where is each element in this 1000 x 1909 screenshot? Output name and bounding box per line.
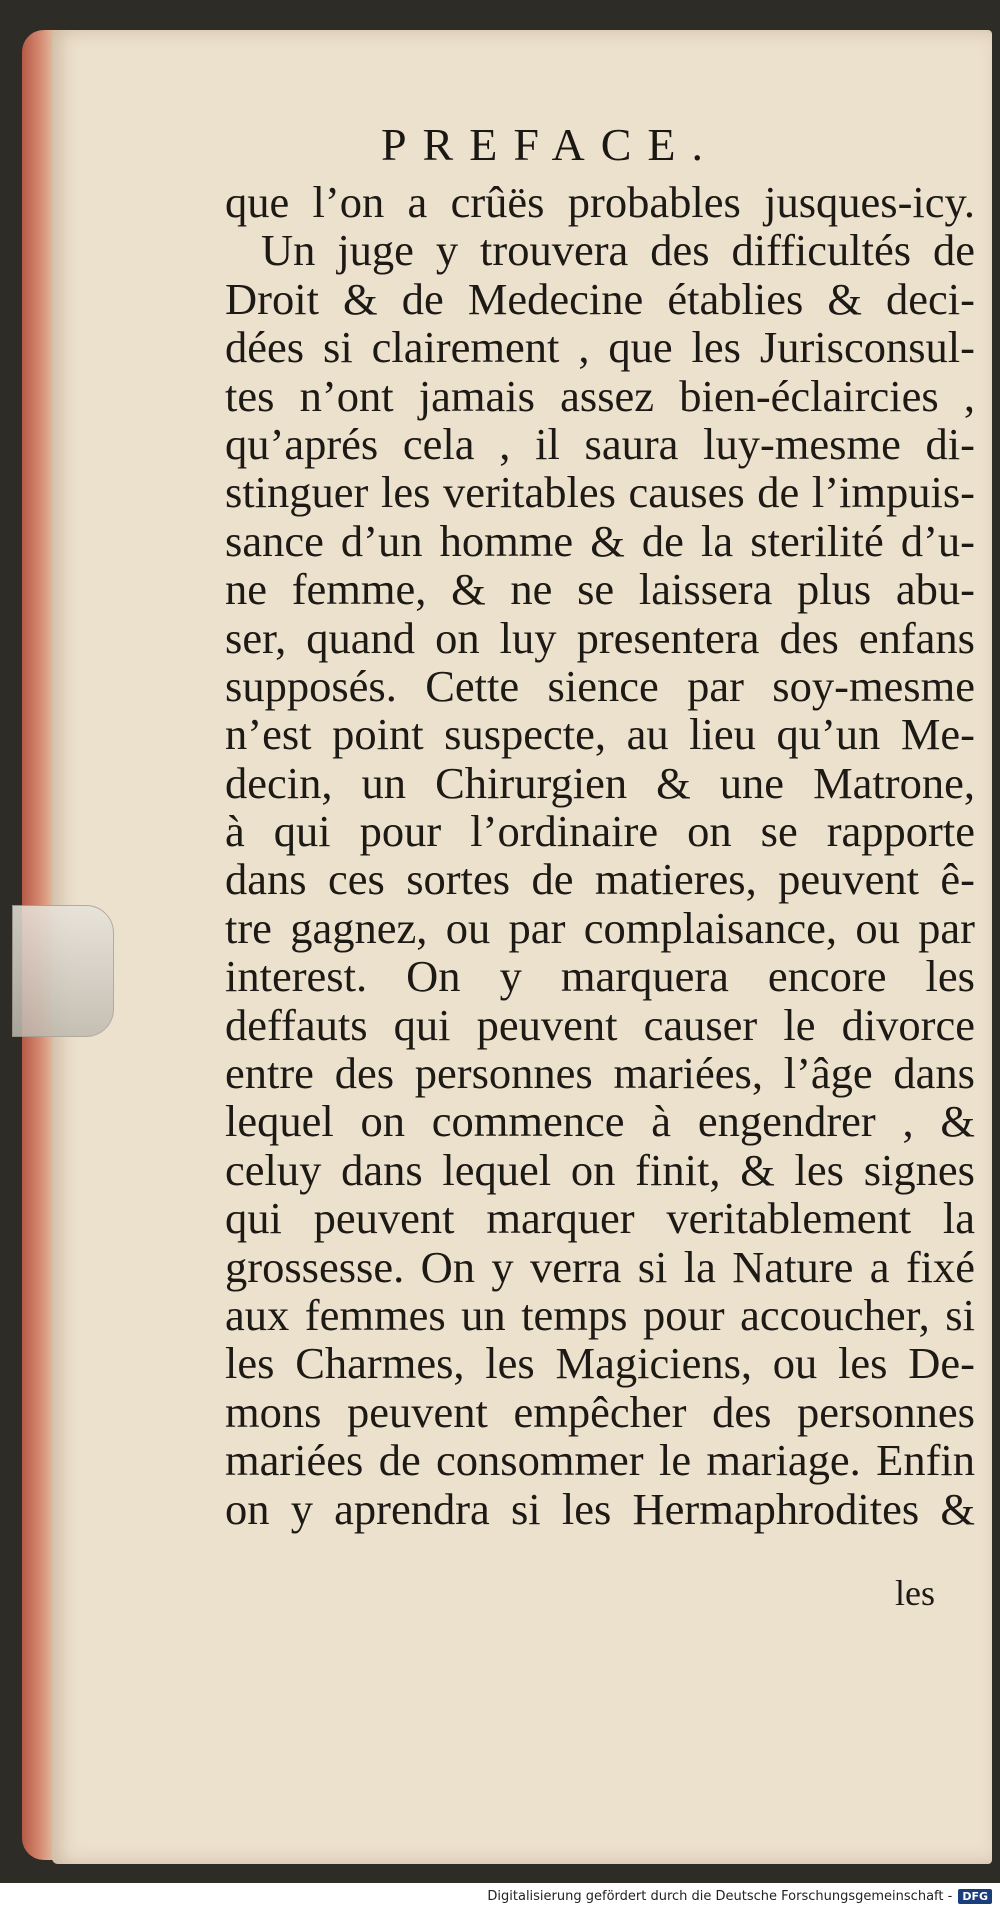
text-line: tre gagnez, ou par complaisance, ou par — [225, 902, 975, 953]
catchword: les — [895, 1573, 935, 1613]
page-text — [225, 178, 975, 1533]
digitization-footer — [0, 1883, 1000, 1909]
text-line: dées si clairement , que les Jurisconsul- — [225, 322, 975, 373]
text-line: mons peuvent empêcher des personnes — [225, 1386, 975, 1437]
text-line: à qui pour l’ordinaire on se rapporte — [225, 806, 975, 857]
footer-text: Digitalisierung gefördert durch die Deutsche Forschungsgemeinschaft - — [487, 1888, 953, 1904]
text-line: grossesse. On y verra si la Nature a fixé — [225, 1241, 975, 1292]
text-line: lequel on commence à engendrer , & — [225, 1096, 975, 1147]
text-line: dans ces sortes de matieres, peuvent ê- — [225, 854, 975, 905]
text-line: n’est point suspecte, au lieu qu’un Me- — [225, 709, 975, 760]
text-line: Un juge y trouvera des difficultés de — [261, 225, 975, 276]
text-line: tes n’ont jamais assez bien-éclaircies , — [225, 370, 975, 421]
text-line: interest. On y marquera encore les — [225, 951, 975, 1002]
text-line: qui peuvent marquer veritablement la — [225, 1193, 975, 1244]
text-line: sance d’un homme & de la sterilité d’u- — [225, 515, 975, 566]
text-line: supposés. Cette sience par soy-mesme — [225, 660, 975, 711]
page-clip — [12, 905, 114, 1037]
text-line: qu’aprés cela , il saura luy-mesme di- — [225, 418, 975, 469]
text-line: aux femmes un temps pour accoucher, si — [225, 1289, 975, 1340]
text-line: mariées de consommer le mariage. Enfin — [225, 1435, 975, 1486]
dfg-logo: DFG — [958, 1889, 992, 1904]
text-line: que l’on a crûës probables jusques-icy. — [225, 177, 975, 227]
text-line: decin, un Chirurgien & une Matrone, — [225, 757, 975, 808]
text-line: Droit & de Medecine établies & deci- — [225, 273, 975, 324]
text-line: on y aprendra si les Hermaphrodites & — [225, 1483, 975, 1534]
text-line: celuy dans lequel on finit, & les signes — [225, 1144, 975, 1195]
text-line: les Charmes, les Magiciens, ou les De- — [225, 1338, 975, 1389]
text-line: deffauts qui peuvent causer le divorce — [225, 999, 975, 1050]
text-line: stinguer les veritables causes de l’impuis- — [225, 467, 975, 518]
text-line: ser, quand on luy presentera des enfans — [225, 612, 975, 663]
text-line: ne femme, & ne se laissera plus abu- — [225, 564, 975, 615]
text-line: entre des personnes mariées, l’âge dans — [225, 1048, 975, 1099]
running-header: PREFACE. — [380, 119, 720, 170]
